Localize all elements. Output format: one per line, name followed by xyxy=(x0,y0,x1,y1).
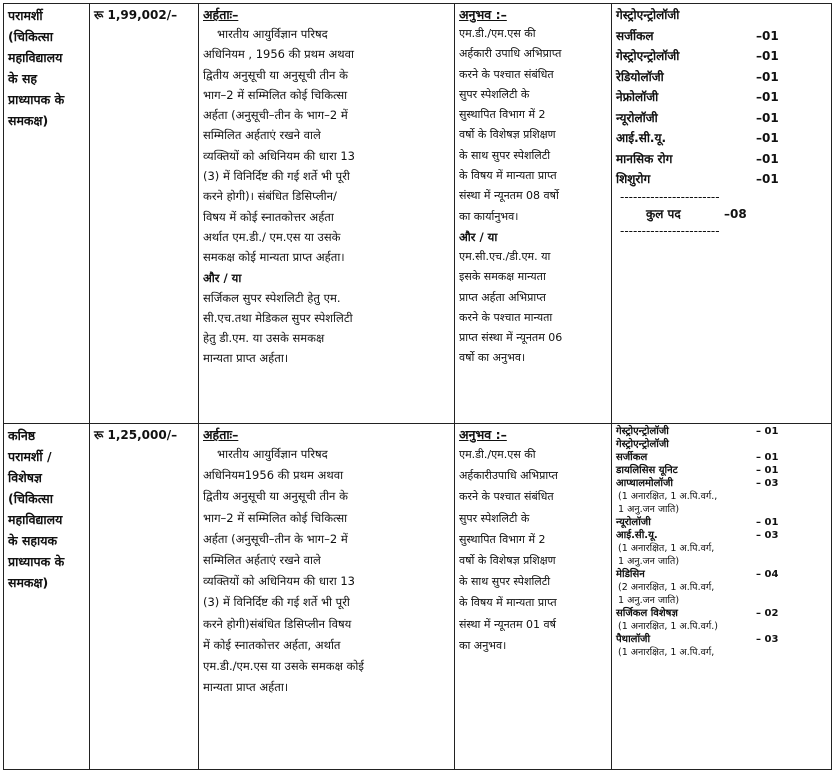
seat-department: मेडिसिन xyxy=(616,569,645,580)
post-title-line: परामर्शी xyxy=(8,8,43,23)
qualification-text-alt xyxy=(203,288,450,369)
qualification-line: अर्थात एम.डी./ एम.एस या उसके xyxy=(203,229,341,244)
seats-cell xyxy=(612,424,832,770)
seat-department: गेस्ट्रोएन्ट्रोलॉजी xyxy=(616,49,680,63)
seat-reservation-note: (1 अनारक्षित, 1 अ.पि.वर्ग, xyxy=(618,647,715,658)
seat-department: रेडियोलॉजी xyxy=(616,69,664,84)
qualification-line: सम्मिलित अर्हताएं रखने वाले xyxy=(203,553,321,568)
divider: ----------------------- xyxy=(620,223,720,238)
qualification-line: व्यक्तियों को अधिनियम की धारा 13 xyxy=(203,574,355,589)
post-title-line: महाविद्यालय xyxy=(8,512,63,527)
seat-count xyxy=(756,438,800,451)
qualification-cell xyxy=(199,4,455,424)
qualification-line: द्वितीय अनुसूची या अनुसूची तीन के xyxy=(203,67,348,82)
seat-department: सर्जिकल विशेषज्ञ xyxy=(616,608,678,619)
experience-line: एम.डी./एम.एस की xyxy=(459,27,536,40)
post-title-line: समकक्ष) xyxy=(8,113,49,128)
qualification-line: मान्यता प्राप्त अर्हता। xyxy=(203,351,289,366)
post-title-line: (चिकित्सा xyxy=(8,491,53,506)
seat-item xyxy=(616,46,827,67)
seat-department: पैथालॉजी xyxy=(616,634,651,645)
post-title-line: कनिष्ठ xyxy=(8,428,36,443)
qualification-text xyxy=(203,444,450,698)
seat-count: –01 xyxy=(756,151,779,166)
seat-item xyxy=(616,108,827,129)
qualification-line: अर्हता (अनुसूची–तीन के भाग–2 में xyxy=(203,108,348,123)
qualification-line: भाग–2 में सम्मिलित कोई चिकित्सा xyxy=(203,87,348,102)
post-title xyxy=(8,5,85,131)
qualification-line: में कोई स्नातकोत्तर अर्हता, अर्थात xyxy=(203,637,341,652)
seat-reservation-note: 1 अनु.जन जाति) xyxy=(618,504,680,515)
seat-count: – 03 xyxy=(756,530,779,541)
table-row-consultant xyxy=(4,4,832,424)
seat-reservation-note: (1 अनारक्षित, 1 अ.पि.वर्ग.) xyxy=(618,621,718,632)
seat-department: आई.सी.यू. xyxy=(616,131,667,145)
experience-cell xyxy=(455,424,612,770)
experience-heading: अनुभव :– xyxy=(459,7,507,22)
seat-item xyxy=(616,464,827,477)
experience-line: अर्हकारीउपाधि अभिप्राप्त xyxy=(459,469,558,483)
post-title-line: महाविद्यालय xyxy=(8,50,63,65)
table-row-junior-consultant xyxy=(4,424,832,770)
experience-line: करने के पश्चात संबंधित xyxy=(459,490,554,504)
experience-line: के साथ सुपर स्पेशलिटी xyxy=(459,575,551,589)
seat-count: – 01 xyxy=(756,452,779,463)
seat-item xyxy=(616,568,827,581)
seat-item xyxy=(616,438,827,451)
experience-line: के विषय में मान्यता प्राप्त xyxy=(459,169,557,183)
qualification-line: मान्यता प्राप्त अर्हता। xyxy=(203,680,289,695)
qualification-heading: अर्हताः– xyxy=(203,427,239,442)
experience-text-alt xyxy=(459,247,607,369)
seat-count: – 01 xyxy=(756,465,779,476)
seat-department: गेस्ट्रोएन्ट्रोलॉजी xyxy=(616,426,669,437)
qualification-line: अर्हता (अनुसूची–तीन के भाग–2 में xyxy=(203,531,348,546)
divider: ----------------------- xyxy=(620,189,720,204)
experience-line: प्राप्त अर्हता अभिप्राप्त xyxy=(459,290,546,304)
seat-count: – 03 xyxy=(756,634,779,645)
qualification-line: सी.एच.तथा मेडिकल सुपर स्पेशलिटी xyxy=(203,310,353,325)
experience-line: संस्था में न्यूनतम 08 वर्षो xyxy=(459,189,559,203)
qualification-heading: अर्हताः– xyxy=(203,7,239,22)
experience-heading: अनुभव :– xyxy=(459,427,507,442)
experience-line: एम.डी./एम.एस की xyxy=(459,448,536,461)
seat-count: – 01 xyxy=(756,517,779,528)
seat-item xyxy=(616,149,827,170)
seat-count: –01 xyxy=(756,28,779,43)
experience-cell xyxy=(455,4,612,424)
post-title-line: के सह xyxy=(8,71,38,86)
qualification-cell xyxy=(199,424,455,770)
post-title-line: प्राध्यापक के xyxy=(8,554,65,569)
seat-department: गेस्ट्रोएन्ट्रोलॉजी xyxy=(616,439,669,450)
qualification-text xyxy=(203,24,450,268)
seat-count: – 02 xyxy=(756,608,779,619)
experience-line: वर्षो के विशेषज्ञ प्रशिक्षण xyxy=(459,554,556,568)
seat-item xyxy=(616,607,827,620)
seat-item xyxy=(616,67,827,88)
qualification-line: (3) में विनिर्दिष्ट की गई शर्ते भी पूरी xyxy=(203,595,350,610)
experience-text xyxy=(459,444,607,656)
seat-department: सर्जीकल xyxy=(616,452,648,463)
experience-line: के विषय में मान्यता प्राप्त xyxy=(459,596,557,610)
total-posts xyxy=(616,204,827,224)
seat-count: –01 xyxy=(756,172,779,186)
qualification-line: भारतीय आयुर्विज्ञान परिषद xyxy=(217,27,328,41)
experience-line: इसके समकक्ष मान्यता xyxy=(459,270,546,284)
seat-department: आप्थालमोलॉजी xyxy=(616,478,674,489)
qualification-line: भारतीय आयुर्विज्ञान परिषद xyxy=(217,447,328,461)
post-title-line: प्राध्यापक के xyxy=(8,92,65,107)
experience-line: सुस्थापित विभाग में 2 xyxy=(459,532,546,546)
qualification-line: करने होगी)संबंधित डिसिप्लीन विषय xyxy=(203,616,352,631)
seat-department: शिशुरोग xyxy=(616,172,651,186)
experience-line: संस्था में न्यूनतम 01 वर्ष xyxy=(459,617,556,631)
seat-reservation-note: 1 अनु.जन जाति) xyxy=(618,595,680,606)
seat-item xyxy=(616,516,827,529)
qualification-line: हेतु डी.एम. या उसके समकक्ष xyxy=(203,331,325,346)
seat-count: –01 xyxy=(756,69,779,84)
seat-department: डायलिसिस यूनिट xyxy=(616,465,678,476)
qualification-or: और / या xyxy=(203,270,242,285)
experience-line: वर्षो के विशेषज्ञ प्रशिक्षण xyxy=(459,128,556,142)
seat-department: न्यूरोलॉजी xyxy=(616,110,658,125)
experience-line: का कार्यानुभव। xyxy=(459,209,519,223)
qualification-line: द्वितीय अनुसूची या अनुसूची तीन के xyxy=(203,489,348,504)
post-title-line: परामर्शी / xyxy=(8,449,52,464)
seat-item xyxy=(616,425,827,438)
experience-text xyxy=(459,24,607,227)
seat-reservation-note: (2 अनारक्षित, 1 अ.पि.वर्ग, xyxy=(618,582,715,593)
post-cell xyxy=(4,4,90,424)
post-cell xyxy=(4,424,90,770)
experience-line: का अनुभव। xyxy=(459,638,507,652)
seat-item xyxy=(616,477,827,490)
seat-department: मानसिक रोग xyxy=(616,151,673,166)
seats-list xyxy=(616,26,827,190)
qualification-line: करने होगी)। संबंधित डिसिप्लीन/ xyxy=(203,189,337,204)
seat-item xyxy=(616,26,827,47)
experience-line: सुपर स्पेशलिटी के xyxy=(459,87,530,101)
experience-or: और / या xyxy=(459,229,498,244)
experience-line: सुस्थापित विभाग में 2 xyxy=(459,108,546,122)
seat-count: – 03 xyxy=(756,478,779,489)
seat-reservation-note: (1 अनारक्षित, 1 अ.पि.वर्ग, xyxy=(618,543,715,554)
qualification-line: सर्जिकल सुपर स्पेशलिटी हेतु एम. xyxy=(203,290,341,305)
seat-item xyxy=(616,128,827,149)
experience-line: करने के पश्चात संबंधित xyxy=(459,67,554,81)
experience-line: सुपर स्पेशलिटी के xyxy=(459,511,530,525)
seat-department: सर्जीकल xyxy=(616,28,654,43)
qualification-line: विषय में कोई स्नातकोत्तर अर्हता xyxy=(203,209,334,224)
seat-department: नेफ्रोलॉजी xyxy=(616,90,659,104)
seat-reservation-note: (1 अनारक्षित, 1 अ.पि.वर्ग., xyxy=(618,491,718,502)
qualification-line: व्यक्तियों को अधिनियम की धारा 13 xyxy=(203,148,355,163)
qualification-line: एम.डी./एम.एस या उसके समकक्ष कोई xyxy=(203,659,364,674)
qualification-line: (3) में विनिर्दिष्ट की गई शर्ते भी पूरी xyxy=(203,169,350,184)
qualification-line: सम्मिलित अर्हताएं रखने वाले xyxy=(203,128,321,143)
seat-reservation-note: 1 अनु.जन जाति) xyxy=(618,556,680,567)
post-title-line: विशेषज्ञ xyxy=(8,470,42,485)
seat-item xyxy=(616,633,827,646)
pay-cell xyxy=(90,424,199,770)
seat-department: आई.सी.यू. xyxy=(616,530,658,541)
seat-item xyxy=(616,451,827,464)
seat-count: –01 xyxy=(756,131,779,145)
total-value: –08 xyxy=(724,206,747,221)
seats-list xyxy=(616,425,827,659)
experience-line: प्राप्त संस्था में न्यूनतम 06 xyxy=(459,331,563,345)
seat-department: न्यूरोलॉजी xyxy=(616,517,651,528)
qualification-line: भाग–2 में सम्मिलित कोई चिकित्सा xyxy=(203,510,348,525)
experience-line: के साथ सुपर स्पेशलिटी xyxy=(459,148,551,162)
pay-scale: रू 1,25,000/– xyxy=(94,428,178,442)
seat-count: –01 xyxy=(756,49,779,63)
seats-cell xyxy=(612,4,832,424)
qualification-line: समकक्ष कोई मान्यता प्राप्त अर्हता। xyxy=(203,250,345,265)
seat-count: – 04 xyxy=(756,569,779,580)
pay-cell xyxy=(90,4,199,424)
seat-item xyxy=(616,529,827,542)
qualification-line: अधिनियम , 1956 की प्रथम अथवा xyxy=(203,47,355,62)
recruitment-table xyxy=(3,3,832,770)
seat-count: –01 xyxy=(756,90,779,104)
total-label: कुल पद xyxy=(646,206,681,221)
post-title-line: के सहायक xyxy=(8,533,58,548)
seat-item xyxy=(616,169,827,190)
seat-count: – 01 xyxy=(756,426,779,437)
post-title-line: (चिकित्सा xyxy=(8,29,53,44)
post-title xyxy=(8,425,85,593)
seats-intro: गेस्ट्रोएन्ट्रोलॉजी xyxy=(616,8,680,22)
experience-line: अर्हकारी उपाधि अभिप्राप्त xyxy=(459,47,562,61)
post-title-line: समकक्ष) xyxy=(8,575,49,590)
seat-item xyxy=(616,87,827,108)
experience-line: एम.सी.एच./डी.एम. या xyxy=(459,249,551,263)
qualification-line: अधिनियम1956 की प्रथम अथवा xyxy=(203,468,344,483)
seat-count: –01 xyxy=(756,110,779,125)
pay-scale: रू 1,99,002/– xyxy=(94,8,178,22)
experience-line: करने के पश्चात मान्यता xyxy=(459,310,553,324)
experience-line: वर्षो का अनुभव। xyxy=(459,351,526,365)
